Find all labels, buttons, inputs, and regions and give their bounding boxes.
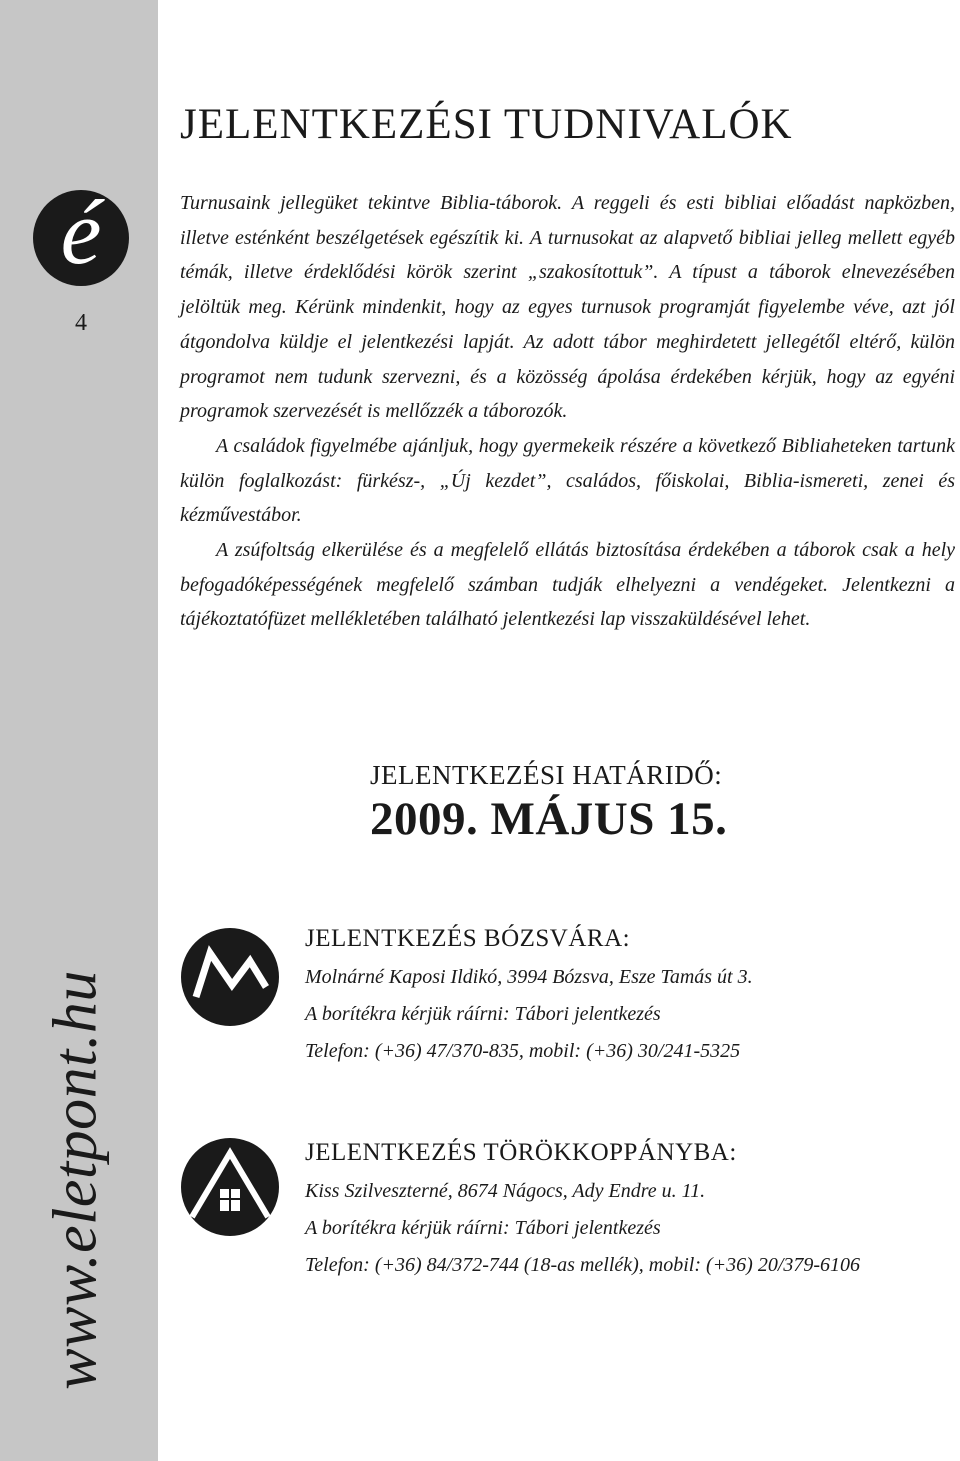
mountain-icon xyxy=(180,927,280,1027)
envelope-note: A borítékra kérjük ráírni: Tábori jelentkezés xyxy=(305,1003,661,1025)
logo-letter: é xyxy=(60,190,102,283)
contact-heading: JELENTKEZÉS TÖRÖKKOPPÁNYBA: xyxy=(305,1139,737,1166)
contact-address: Kiss Szilveszterné, 8674 Nágocs, Ady Endre u. 11. xyxy=(305,1180,706,1202)
contact-bozsva xyxy=(305,919,753,1070)
paragraph-intro: Turnusaink jellegüket tekintve Biblia-táborok. A reggeli és esti bibliai előadást napközben, illetve esténként beszélgetések egészítik ki. A turnusokat az alapvető bibliai jelleg mellett egyéb témák, illetve érdeklődési körök szerint „szakosítottuk”. A típust a táborok elnevezésében jelöltük meg. Kérünk mindenkit, hogy az egyes turnusok programját figyelembe véve, azt jól átgondolva küldje el jelentkezési lapját. Az adott tábor meghirdetett jellegétől eltérő, külön programot nem tudunk szervezni, és a közösség ápolása érdekében kérjük, hogy az egyéni programok szervezését is mellőzzék a táborozók. xyxy=(180,192,955,423)
house-icon xyxy=(180,1137,280,1237)
info-text xyxy=(180,186,955,637)
paragraph-capacity: A zsúfoltság elkerülése és a megfelelő ellátás biztosítása érdekében a táborok csak a hely befogadóképességének megfelelő számban tudják elhelyezni a vendégeket. Jelentkezni a tájékoztatófüzet mellékletében található jelentkezési lap visszaküldésével lehet. xyxy=(180,539,955,631)
envelope-note: A borítékra kérjük ráírni: Tábori jelentkezés xyxy=(305,1217,661,1239)
deadline-date: 2009. MÁJUS 15. xyxy=(370,793,728,845)
deadline-label: JELENTKEZÉSI HATÁRIDŐ: xyxy=(370,760,723,790)
paragraph-children: A családok figyelmébe ajánljuk, hogy gyermekeik részére a következő Bibliaheteken tartunk külön foglalkozást: fürkész-, „Új kezdet”, családos, főiskolai, Biblia-ismereti, zenei és kézművestábor. xyxy=(180,434,955,527)
contact-address: Molnárné Kaposi Ildikó, 3994 Bózsva, Esze Tamás út 3. xyxy=(305,966,753,988)
website-url: www.eletpont.hu xyxy=(41,970,110,1390)
page-number: 4 xyxy=(75,310,87,336)
contact-phone: Telefon: (+36) 47/370-835, mobil: (+36) 30/241-5325 xyxy=(305,1040,741,1062)
eletpont-logo-icon xyxy=(33,190,129,286)
contact-phone: Telefon: (+36) 84/372-744 (18-as mellék), mobil: (+36) 20/379-6106 xyxy=(305,1254,861,1276)
contact-torokkoppany xyxy=(305,1133,860,1284)
contact-heading: JELENTKEZÉS BÓZSVÁRA: xyxy=(305,925,631,952)
sidebar xyxy=(0,0,158,1461)
page-title: JELENTKEZÉSI TUDNIVALÓK xyxy=(180,101,793,148)
